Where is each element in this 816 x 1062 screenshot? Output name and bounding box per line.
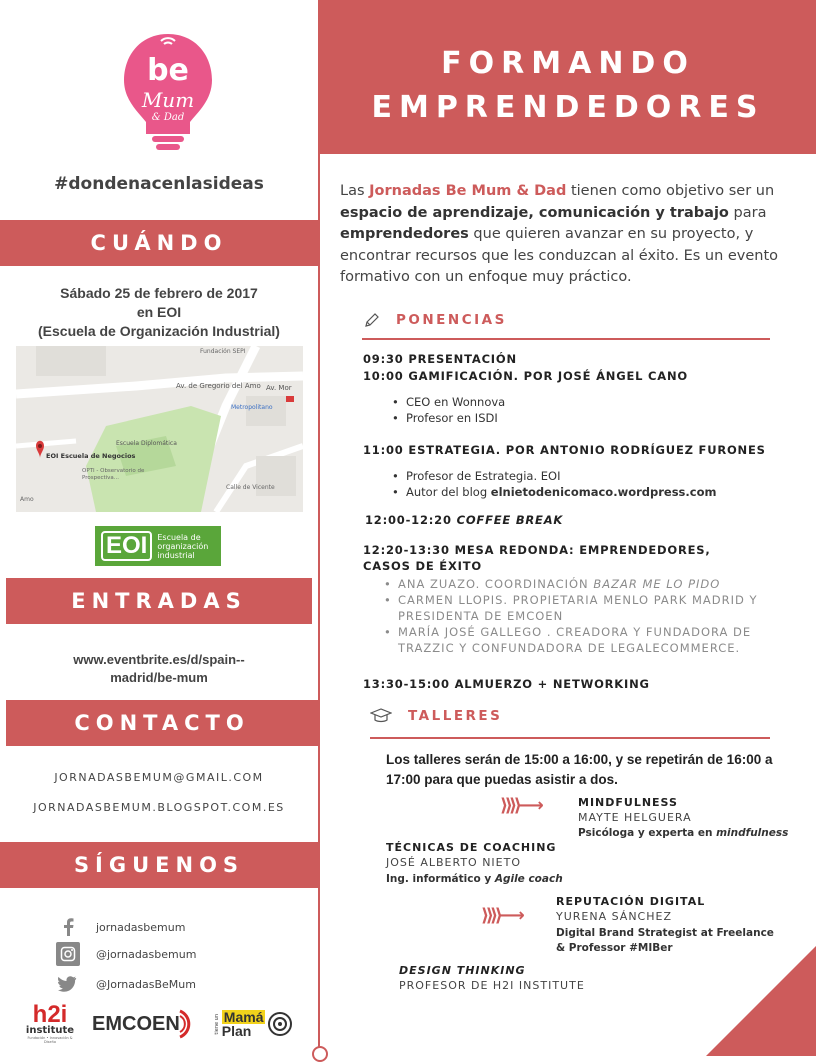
list-item <box>392 484 716 500</box>
coffee-break-time: 12:00-12:20 <box>365 513 457 527</box>
workshop-desc <box>386 872 563 887</box>
contact-email[interactable]: JORNADASBEMUM@GMAIL.COM <box>54 771 264 784</box>
intro-paragraph <box>340 181 810 289</box>
be-mum-dad-logo <box>118 30 218 150</box>
workshop-mindfulness <box>578 796 692 824</box>
list-item: • Profesor en ISDI <box>392 410 505 426</box>
intro-text-2: tienen como objetivo ser un <box>566 183 775 199</box>
tickets-url-line2[interactable]: madrid/be-mum <box>110 670 208 685</box>
workshop-desc-italic: Agile coach <box>494 873 563 885</box>
map-label-metro: Metropolitano <box>231 404 273 411</box>
mama-plan-top: tiene un <box>213 1013 220 1035</box>
when-place: en EOI <box>136 304 182 320</box>
arrow-icon: ⟫⟫⟶ <box>500 795 540 816</box>
talk-gamificacion: 10:00 GAMIFICACIÓN. POR JOSÉ ÁNGEL CANO <box>363 369 688 383</box>
map-label-vicente: Calle de Vicente <box>226 484 275 491</box>
workshop-title: REPUTACIÓN DIGITAL <box>556 895 706 908</box>
workshop-speaker: PROFESOR DE H2I INSTITUTE <box>399 979 585 992</box>
contact-blog[interactable]: JORNADASBEMUM.BLOGSPOT.COM.ES <box>33 801 285 814</box>
arrow-icon: ⟫⟫⟶ <box>481 905 521 926</box>
intro-bold-1: espacio de aprendizaje, comunicación y trabajo <box>340 204 729 221</box>
map-label-eoi: EOI Escuela de Negocios <box>46 452 136 460</box>
column-divider <box>318 0 320 1056</box>
eoi-logo-line2: organización <box>157 541 209 551</box>
pencil-icon <box>364 312 380 328</box>
twitter-handle[interactable]: @JornadasBeMum <box>96 977 196 991</box>
logo-be: be <box>147 53 189 88</box>
logo-dad: & Dad <box>151 112 185 123</box>
workshop-desc: Digital Brand Strategist at Freelance <box>556 927 774 939</box>
emcoen-text: EMCOEN <box>92 1012 180 1035</box>
emcoen-logo <box>92 1009 194 1039</box>
map-label-fundacion: Fundación SEPI <box>200 348 246 355</box>
instagram-icon <box>56 942 80 966</box>
workshop-coaching <box>386 841 563 887</box>
intro-brand: Jornadas Be Mum & Dad <box>369 183 567 199</box>
map-label-opti: OPTI - Observatorio de Prospectiva... <box>82 468 145 481</box>
coffee-break <box>365 513 563 527</box>
list-item: • MARÍA JOSÉ GALLEGO . CREADORA Y FUNDADORA DE TRAZZIC Y CONFUNDADORA DE LEGALECOMMERCE. <box>384 624 784 656</box>
lunch-networking: 13:30-15:00 ALMUERZO + NETWORKING <box>363 677 650 691</box>
intro-text-3: para <box>728 204 767 221</box>
twitter-icon <box>56 972 80 996</box>
panelist-1: ANA ZUAZO. COORDINACIÓN <box>398 577 594 591</box>
divider-dot <box>312 1046 328 1062</box>
intro-bold-2: emprendedores <box>340 226 469 242</box>
when-heading: CUÁNDO <box>0 220 318 266</box>
when-date: Sábado 25 de febrero de 2017 <box>60 285 258 301</box>
estrategia-details <box>392 468 716 500</box>
talk-presentacion: 09:30 PRESENTACIÓN <box>363 352 517 366</box>
list-item: • CEO en Wonnova <box>392 394 505 410</box>
gamificacion-details <box>392 394 505 426</box>
workshop-desc-italic: mindfulness <box>716 827 789 839</box>
map-label-amo: Av. Mor <box>266 384 292 392</box>
ponencias-heading: PONENCIAS <box>396 312 507 328</box>
intro-text-4: que quieren avanzar en su proyecto, y encontrar recursos que les conduzcan al éxito. Es un evento formativo con un enfoque muy práctico. <box>340 226 779 285</box>
eoi-logo-text <box>157 533 208 560</box>
social-instagram[interactable] <box>56 942 196 966</box>
h2i-sub: institute <box>25 1025 75 1036</box>
list-item: • CARMEN LLOPIS. PROPIETARIA MENLO PARK MADRID Y PRESIDENTA DE EMCOEN <box>384 592 784 624</box>
tickets-heading: ENTRADAS <box>6 578 312 624</box>
workshop-mindfulness-desc <box>578 826 788 841</box>
blog-link[interactable]: elnietodenicomaco.wordpress.com <box>490 485 717 499</box>
title-banner <box>320 0 816 154</box>
panelist-1-brand: BAZAR ME LO PIDO <box>593 577 721 591</box>
mama-plan-word2: Plan <box>221 1023 252 1039</box>
logo-mum: Mum <box>141 88 195 112</box>
workshop-speaker: MAYTE HELGUERA <box>578 811 692 824</box>
workshop-speaker: JOSÉ ALBERTO NIETO <box>386 856 521 869</box>
social-twitter[interactable] <box>56 972 196 996</box>
title-line1: FORMANDO <box>441 46 695 81</box>
workshop-design-thinking <box>399 964 585 992</box>
graduation-cap-icon <box>370 708 392 724</box>
tickets-link[interactable] <box>0 651 318 687</box>
talleres-rule <box>370 737 770 739</box>
h2i-tag: Fundación • Innovación & Diseño <box>27 1036 73 1044</box>
workshop-title: MINDFULNESS <box>578 796 678 809</box>
workshop-desc: Psicóloga y experta en <box>578 827 717 839</box>
title-line2: EMPRENDEDORES <box>371 90 765 125</box>
talleres-header <box>370 708 502 724</box>
mama-plan-logo <box>214 1010 300 1038</box>
blog-prefix: Autor del blog <box>406 485 491 499</box>
eoi-logo-mark: EOI <box>101 531 152 561</box>
map-label-gregorio: Av. de Gregorio del Amo <box>176 382 261 390</box>
facebook-icon <box>56 915 80 939</box>
workshop-speaker: YURENA SÁNCHEZ <box>556 910 672 923</box>
instagram-handle[interactable]: @jornadasbemum <box>96 947 197 961</box>
ponencias-rule <box>362 338 770 340</box>
when-details <box>0 284 318 341</box>
eoi-logo-line1: Escuela de <box>157 532 201 542</box>
workshop-desc: & Professor #MIBer <box>556 942 673 954</box>
workshop-desc-text: Ing. informático y <box>386 873 495 885</box>
h2i-mark: h2i <box>32 1001 68 1028</box>
intro-text-1: Las <box>340 183 370 199</box>
talleres-heading: TALLERES <box>408 708 503 724</box>
follow-heading: SÍGUENOS <box>0 842 318 888</box>
facebook-handle[interactable]: jornadasbemum <box>96 920 186 934</box>
tickets-url-line1[interactable]: www.eventbrite.es/d/spain-- <box>73 652 245 667</box>
location-map[interactable] <box>16 346 303 512</box>
sponsor-logos <box>24 1001 299 1044</box>
talk-estrategia: 11:00 ESTRATEGIA. POR ANTONIO RODRÍGUEZ FURONES <box>363 443 766 457</box>
eoi-logo-line3: industrial <box>157 550 195 560</box>
talk-mesa-redonda: 12:20-13:30 MESA REDONDA: EMPRENDEDORES, CASOS DE ÉXITO <box>363 543 711 573</box>
mesa-redonda-panelists <box>384 576 784 656</box>
workshop-title: DESIGN THINKING <box>399 964 526 977</box>
contact-heading: CONTACTO <box>6 700 318 746</box>
eoi-logo <box>95 526 221 566</box>
ponencias-header <box>364 312 507 328</box>
workshop-title: TÉCNICAS DE COACHING <box>386 841 557 854</box>
map-label-amo2: Amo <box>20 496 34 503</box>
map-label-escuela: Escuela Diplomática <box>116 440 177 447</box>
corner-triangle <box>706 946 816 1056</box>
talleres-note: Los talleres serán de 15:00 a 16:00, y se repetirán de 16:00 a 17:00 para que puedas asistir a dos. <box>386 752 773 787</box>
list-item <box>384 576 784 592</box>
mama-plan-words <box>222 1010 266 1038</box>
list-item: • Profesor de Estrategia. EOI <box>392 468 716 484</box>
when-venue: (Escuela de Organización Industrial) <box>38 323 280 339</box>
h2i-logo <box>24 1001 76 1044</box>
coffee-break-label: COFFEE BREAK <box>456 513 564 527</box>
mama-plan-word1: Mamá <box>223 1009 264 1025</box>
social-facebook[interactable] <box>56 915 185 939</box>
hashtag: #dondenacenlasideas <box>54 174 264 194</box>
